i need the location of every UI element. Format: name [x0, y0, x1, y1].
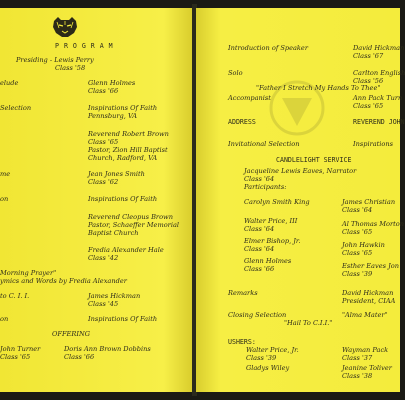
row-name: James Hickman — [88, 292, 141, 300]
usher: Jeanine Toliver — [342, 364, 392, 372]
row-name: Inspirations Of Faith — [88, 195, 158, 203]
program-right-page — [196, 8, 405, 392]
usher-class: Class '38 — [342, 372, 373, 380]
row-label: Morning Prayer" — [0, 269, 57, 277]
participant-class: Class '39 — [342, 270, 373, 278]
remarks-name: David Hickman — [342, 289, 394, 297]
row-name: Baptist Church — [88, 229, 139, 237]
row-label: Selection — [0, 104, 32, 112]
accompanist-label: Accompanist — [228, 94, 271, 102]
solo-name: Carlton English — [353, 69, 405, 77]
offering-label: OFFERING — [52, 330, 90, 338]
solo-song: "Father I Stretch My Hands To Thee" — [256, 84, 381, 92]
participant-class: Class '64 — [244, 225, 275, 233]
narrator: Jacqueline Lewis Eaves, Narrator — [244, 167, 357, 175]
solo-class: Class '56 — [353, 77, 384, 85]
row-name: Church, Radford, VA — [88, 154, 158, 162]
candlelight-title: CANDLELIGHT SERVICE — [276, 156, 352, 164]
row-name: Reverend Robert Brown — [88, 130, 169, 138]
solo-label: Solo — [228, 69, 243, 77]
participant: John Hawkin — [342, 241, 385, 249]
participant: Al Thomas Morton — [342, 220, 404, 228]
row-name: Jean Jones Smith — [88, 170, 145, 178]
row-name: Pennsburg, VA — [88, 112, 138, 120]
row-name: Class '65 — [88, 138, 119, 146]
accompanist-name: Ann Pack Turn — [353, 94, 403, 102]
row-name: Class '66 — [88, 87, 119, 95]
row-name: Inspirations Of Faith — [88, 315, 158, 323]
program-title: P R O G R A M — [55, 42, 114, 50]
intro-speaker-label: Introduction of Speaker — [228, 44, 308, 52]
row-name: Pastor, Schaeffer Memorial — [88, 221, 179, 229]
participant-class: Class '66 — [244, 265, 275, 273]
usher: Wayman Pack — [342, 346, 389, 354]
offering-person: John Turner — [0, 345, 41, 353]
program-left-page — [0, 8, 193, 392]
hail-song: "Hail To C.I.I." — [284, 319, 333, 327]
tiger-head-logo — [50, 16, 80, 38]
row-label: on — [0, 195, 9, 203]
row-name: Inspirations Of Faith — [88, 104, 158, 112]
participant: Carolyn Smith King — [244, 198, 310, 206]
closing-label: Closing Selection — [228, 311, 287, 319]
participant: Elmer Bishop, Jr. — [244, 237, 301, 245]
offering-person: Doris Ann Brown Dobbins — [64, 345, 151, 353]
row-label: elude — [0, 79, 19, 87]
participant-class: Class '65 — [342, 228, 373, 236]
address-label: ADDRESS — [228, 118, 256, 126]
address-name: REVEREND JOHN — [353, 118, 405, 126]
row-name: Glenn Holmes — [88, 79, 136, 87]
intro-speaker-name: David Hickman — [353, 44, 405, 52]
row-name: Pastor, Zion Hill Baptist — [88, 146, 168, 154]
offering-person-class: Class '65 — [0, 353, 31, 361]
row-name: Fredia Alexander Hale — [88, 246, 164, 254]
participant: Glenn Holmes — [244, 257, 292, 265]
remarks-title: President, CIAA — [342, 297, 396, 305]
closing-song: "Alma Mater" — [342, 311, 388, 319]
participant-class: Class '64 — [244, 245, 275, 253]
accompanist-class: Class '65 — [353, 102, 384, 110]
presiding-class: Class '58 — [55, 64, 86, 72]
row-label: on — [0, 315, 9, 323]
usher-class: Class '37 — [342, 354, 373, 362]
participant: Walter Price, III — [244, 217, 298, 225]
usher: Gladys Wiley — [246, 364, 290, 372]
participant: Esther Eaves Jon — [342, 262, 399, 270]
row-label: to C. I. I. — [0, 292, 30, 300]
row-name: Reverend Cleopus Brown — [88, 213, 173, 221]
ushers-label: USHERS: — [228, 338, 256, 346]
participant: James Christian — [342, 198, 396, 206]
row-label: ymics and Words by Fredia Alexander — [0, 277, 127, 285]
invitational-name: Inspirations — [353, 140, 394, 148]
presiding-line: Presiding - Lewis Perry — [16, 56, 94, 64]
row-label: me — [0, 170, 11, 178]
remarks-label: Remarks — [228, 289, 258, 297]
participants-label: Participants: — [244, 183, 287, 191]
usher: Walter Price, Jr. — [246, 346, 299, 354]
usher-class: Class '39 — [246, 354, 277, 362]
offering-person-class: Class '66 — [64, 353, 95, 361]
intro-speaker-class: Class '67 — [353, 52, 384, 60]
participant-class: Class '64 — [342, 206, 373, 214]
row-name: Class '62 — [88, 178, 119, 186]
participant-class: Class '65 — [342, 249, 373, 257]
row-name: Class '45 — [88, 300, 119, 308]
invitational-label: Invitational Selection — [228, 140, 300, 148]
row-name: Class '42 — [88, 254, 119, 262]
narrator-class: Class '64 — [244, 175, 275, 183]
